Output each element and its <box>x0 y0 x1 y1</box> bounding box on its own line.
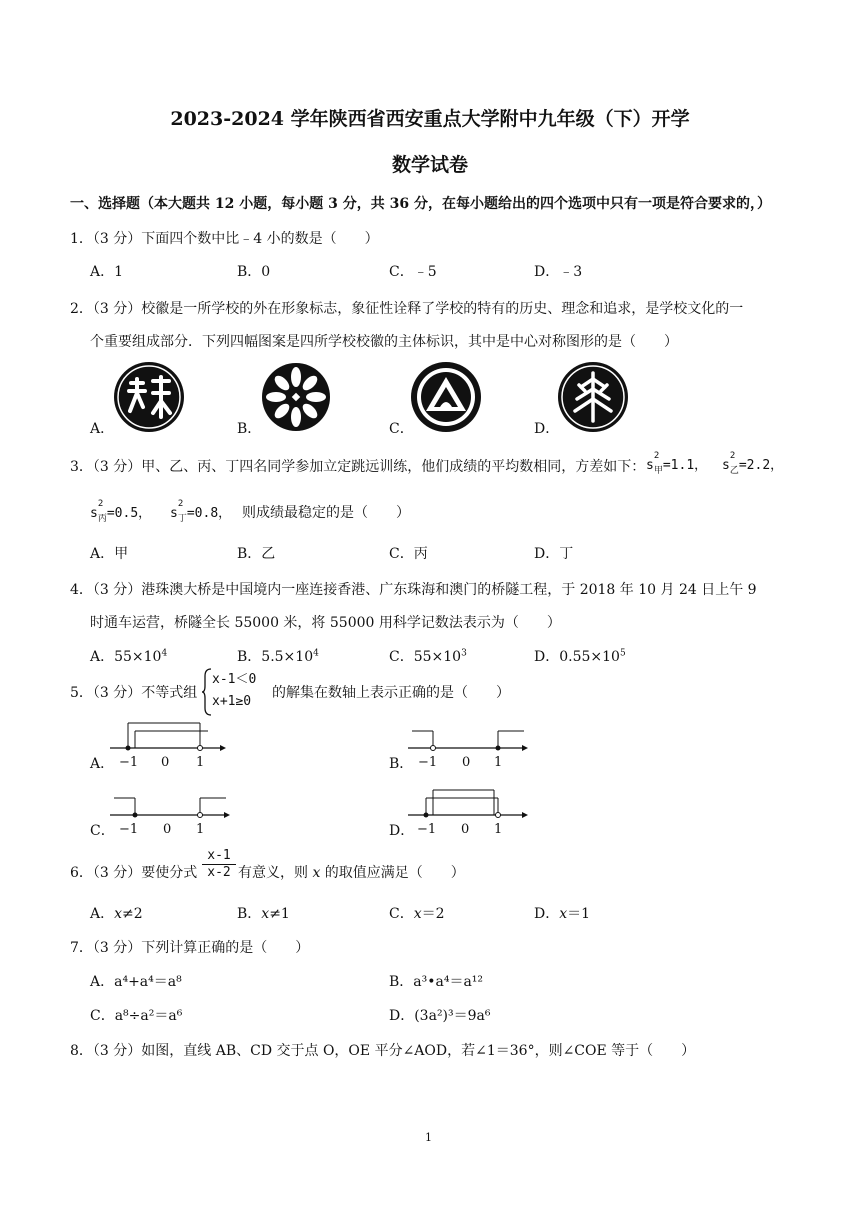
fraction-numerator: x-1 <box>207 848 231 863</box>
question-6-option-b <box>237 903 290 923</box>
variance-ding <box>170 499 232 524</box>
option-text: B．5.5×10 <box>237 649 314 665</box>
question-6-option-a <box>90 903 143 923</box>
question-3-option-d: D．丁 <box>534 546 574 562</box>
tick-label: 1 <box>196 755 205 770</box>
option-exponent: 5 <box>619 648 626 659</box>
stem-text: 有意义，则 <box>238 865 313 881</box>
variance-value: =0.8， <box>186 506 232 521</box>
variance-value: =0.5， <box>106 506 152 521</box>
tick-label: −1 <box>119 755 139 770</box>
number-line-d <box>406 785 530 839</box>
tick-label: 1 <box>196 822 205 837</box>
emblem-b-icon <box>261 362 331 432</box>
question-7-option-d: D．(3a²)³＝9a⁶ <box>389 1008 491 1024</box>
question-2-option-b: B． <box>237 421 262 437</box>
tick-label: −1 <box>417 822 437 837</box>
variance-yi <box>722 451 784 476</box>
question-6-option-c <box>389 903 445 923</box>
tick-label: 0 <box>163 822 172 837</box>
question-4-stem-line2: 时通车运营，桥隧全长 55000 米，将 55000 用科学记数法表示为（ ） <box>90 615 561 631</box>
question-5-option-d: D． <box>389 823 415 839</box>
variance-subscript: 甲 <box>653 466 663 476</box>
number-line-a <box>108 718 228 772</box>
question-4-option-c <box>389 646 467 666</box>
number-line-c <box>108 785 232 839</box>
option-exponent: 4 <box>161 648 168 659</box>
option-exponent: 4 <box>313 648 319 659</box>
section-heading: 一、选择题（本大题共 12 小题，每小题 3 分，共 36 分，在每小题给出的四个选项中只有一项是符合要求的，） <box>70 196 771 212</box>
question-4-option-b <box>237 646 319 666</box>
variable: x <box>413 906 422 922</box>
page-title: 2023-2024 学年陕西省西安重点大学附中九年级（下）开学 <box>170 108 690 130</box>
question-8-stem: 8．（3 分）如图，直线 AB、CD 交于点 O，OE 平分∠AOD，若∠1＝36°，则∠COE 等于（ ） <box>70 1043 696 1059</box>
question-7-option-a: A．a⁴+a⁴＝a⁸ <box>90 974 182 990</box>
question-5-option-c: C． <box>90 823 115 839</box>
variance-symbol: s <box>170 506 178 521</box>
variable: x <box>114 906 123 922</box>
question-3-stem-tail: 则成绩最稳定的是（ ） <box>242 505 410 521</box>
variable: x <box>312 865 321 881</box>
option-text: ≠2 <box>122 906 143 922</box>
question-3-stem-line1: 3．（3 分）甲、乙、丙、丁四名同学参加立定跳远训练，他们成绩的平均数相同，方差如下： <box>70 459 646 475</box>
variance-power: 2 <box>97 499 104 509</box>
question-2-option-c: C． <box>389 421 414 437</box>
variance-symbol: s <box>90 506 98 521</box>
variance-power: 2 <box>729 451 736 461</box>
question-5-stem-pre: 5．（3 分）不等式组 <box>70 685 198 701</box>
inequality-1: x-1＜0 <box>212 672 257 687</box>
option-exponent: 3 <box>461 648 467 659</box>
question-1-option-b: B．0 <box>237 264 271 280</box>
tick-label: −1 <box>119 822 139 837</box>
tick-label: 1 <box>494 755 503 770</box>
tick-label: 0 <box>161 755 170 770</box>
stem-text: 的取值应满足（ ） <box>320 865 465 881</box>
emblem-d-icon <box>557 361 629 433</box>
emblem-c-icon <box>410 361 482 433</box>
tick-label: 1 <box>494 822 503 837</box>
variable: x <box>559 906 568 922</box>
variance-power: 2 <box>177 499 184 509</box>
question-7-stem: 7．（3 分）下列计算正确的是（ ） <box>70 940 310 956</box>
emblem-a-icon <box>113 361 185 433</box>
fraction <box>202 848 236 880</box>
question-1-option-c: C．﹣5 <box>389 264 437 280</box>
question-6-stem-pre: 6．（3 分）要使分式 <box>70 865 198 881</box>
question-1-option-a: A．1 <box>90 264 124 280</box>
option-text: ＝1 <box>567 906 591 922</box>
question-7-option-b: B．a³•a⁴＝a¹² <box>389 974 484 990</box>
page-number: 1 <box>425 1131 432 1144</box>
variance-subscript: 乙 <box>729 466 739 476</box>
question-3-option-c: C．丙 <box>389 546 428 562</box>
inequality-2: x+1≥0 <box>212 694 252 709</box>
tick-label: −1 <box>418 755 438 770</box>
page-subtitle: 数学试卷 <box>391 154 468 176</box>
variance-subscript: 丁 <box>177 514 187 524</box>
question-1-option-d: D．﹣3 <box>534 264 583 280</box>
tick-label: 0 <box>461 822 470 837</box>
question-2-option-d: D． <box>534 421 560 437</box>
brace-icon <box>202 668 212 716</box>
fraction-denominator: x-2 <box>202 864 236 880</box>
option-text: C．55×10 <box>389 649 462 665</box>
question-6-stem-post <box>238 862 465 882</box>
question-7-option-c: C．a⁸÷a²＝a⁶ <box>90 1008 183 1024</box>
option-text: D．0.55×10 <box>534 649 620 665</box>
question-5-option-b: B． <box>389 756 414 772</box>
variance-symbol: s <box>646 458 654 473</box>
variance-subscript: 丙 <box>97 514 107 524</box>
option-text: A．55×10 <box>90 649 162 665</box>
option-label: D． <box>534 906 560 922</box>
tick-label: 0 <box>462 755 471 770</box>
option-text: ≠1 <box>269 906 290 922</box>
question-6-option-d <box>534 903 590 923</box>
question-4-option-d <box>534 646 626 666</box>
variance-symbol: s <box>722 458 730 473</box>
question-3-option-a: A．甲 <box>90 546 129 562</box>
question-3-option-b: B．乙 <box>237 546 276 562</box>
option-label: B． <box>237 906 262 922</box>
option-label: C． <box>389 906 414 922</box>
question-5-stem-post: 的解集在数轴上表示正确的是（ ） <box>272 685 510 701</box>
variance-power: 2 <box>653 451 660 461</box>
variance-value: =2.2， <box>738 458 784 473</box>
variance-bing <box>90 499 152 524</box>
question-1-stem: 1．（3 分）下面四个数中比﹣4 小的数是（ ） <box>70 231 379 247</box>
option-text: ＝2 <box>421 906 445 922</box>
question-2-stem-line2: 个重要组成部分．下列四幅图案是四所学校校徽的主体标识，其中是中心对称图形的是（ ） <box>90 334 678 350</box>
variance-value: =1.1， <box>662 458 708 473</box>
question-4-option-a <box>90 646 167 666</box>
variance-jia <box>646 451 708 476</box>
question-2-stem-line1: 2．（3 分）校徽是一所学校的外在形象标志，象征性诠释了学校的特有的历史、理念和追求，是学校文化的一 <box>70 301 744 317</box>
question-2-option-a: A． <box>90 421 115 437</box>
question-4-stem-line1: 4．（3 分）港珠澳大桥是中国境内一座连接香港、广东珠海和澳门的桥隧工程，于 2018 年 10 月 24 日上午 9 <box>70 582 757 598</box>
option-label: A． <box>90 906 115 922</box>
question-5-option-a: A． <box>90 756 115 772</box>
number-line-b <box>406 718 530 772</box>
variable: x <box>261 906 270 922</box>
